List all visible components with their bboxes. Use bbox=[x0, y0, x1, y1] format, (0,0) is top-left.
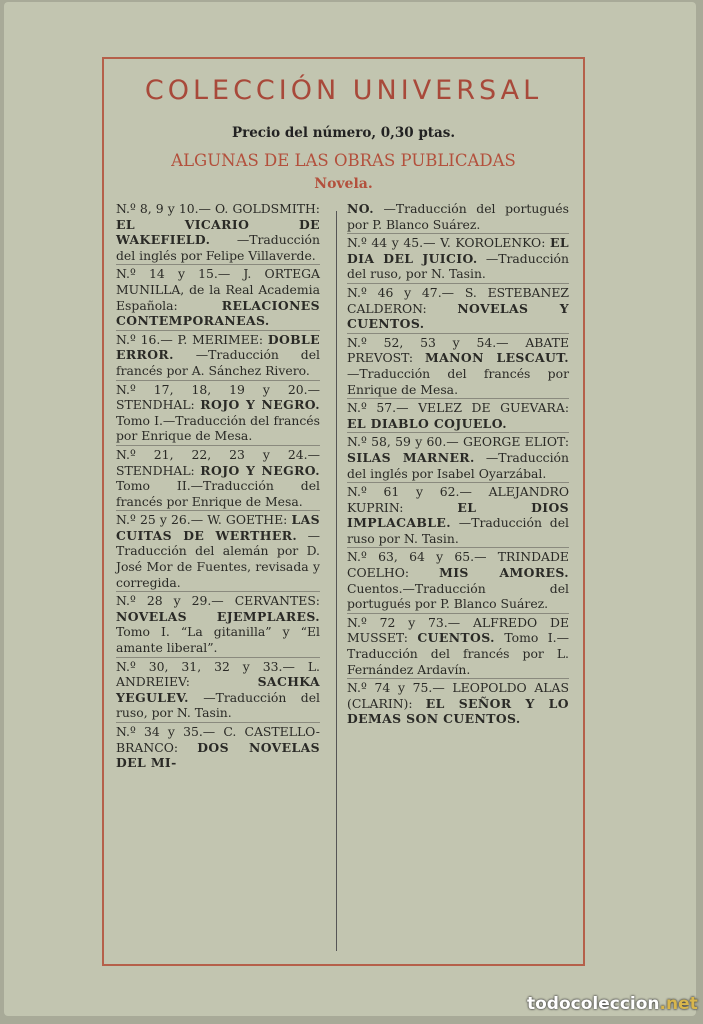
entry-author: LEOPOLDO ALAS (CLARIN): bbox=[347, 680, 569, 711]
entry-number: N.º 74 y 75.— bbox=[347, 680, 445, 696]
entry-title: MANON LESCAUT. bbox=[425, 350, 569, 366]
catalog-entry bbox=[116, 593, 320, 655]
catalog-entry bbox=[347, 615, 569, 677]
catalog-entry bbox=[347, 549, 569, 611]
entry-author: W. GOETHE: bbox=[207, 512, 288, 528]
entry-author: ALFREDO DE MUSSET: bbox=[347, 614, 569, 646]
entry-detail: Cuentos.—Traducción del portugués por P. Blanco Suárez. bbox=[347, 580, 569, 612]
entry-separator bbox=[116, 380, 320, 381]
catalog-entry bbox=[347, 680, 569, 727]
entry-author: P. MERIMEE: bbox=[177, 331, 264, 347]
column-divider bbox=[336, 211, 337, 951]
catalog-entry bbox=[116, 659, 320, 721]
catalog-entry bbox=[347, 484, 569, 546]
red-border-frame bbox=[102, 57, 585, 966]
entry-number: N.º 34 y 35.— bbox=[116, 724, 216, 739]
entry-separator bbox=[116, 722, 320, 723]
entry-number: N.º 21, 22, 23 y 24.— bbox=[116, 446, 320, 462]
entry-separator bbox=[116, 657, 320, 658]
entry-separator bbox=[347, 432, 569, 433]
book-cover bbox=[4, 2, 696, 1016]
entry-title: CUENTOS. bbox=[417, 630, 495, 646]
catalog-entry bbox=[347, 400, 569, 431]
entry-detail: Tomo I.—Traducción del francés por Enrique de Mesa. bbox=[116, 412, 320, 444]
entry-detail: —Traducción del ruso, por N. Tasin. bbox=[347, 250, 569, 282]
entry-detail: Tomo I. “La gitanilla” y “El amante liberal”. bbox=[116, 624, 320, 656]
entry-title: ROJO Y NEGRO. bbox=[200, 462, 320, 478]
entry-title: DOS NOVELAS DEL MI- bbox=[116, 739, 320, 771]
catalog-entry bbox=[116, 266, 320, 328]
entry-number: N.º 16.— bbox=[116, 331, 173, 347]
catalog-entry bbox=[116, 382, 320, 444]
collection-title: COLECCIÓN UNIVERSAL bbox=[144, 75, 543, 106]
entry-number: N.º 8, 9 y 10.— bbox=[116, 201, 211, 216]
entry-author: STENDHAL: bbox=[116, 462, 195, 478]
entry-number: N.º 14 y 15.— bbox=[116, 266, 231, 282]
entry-detail: Tomo II.—Traducción del francés por Enrique de Mesa. bbox=[116, 478, 320, 509]
entry-detail: Tomo I.—Traducción del francés por L. Fernández Ardavín. bbox=[347, 630, 569, 677]
entry-number: N.º 57.— bbox=[347, 400, 409, 416]
price-line: Precio del número, 0,30 ptas. bbox=[231, 125, 456, 141]
entry-number: N.º 44 y 45.— bbox=[347, 235, 436, 251]
entry-separator bbox=[347, 233, 569, 234]
entry-author: STENDHAL: bbox=[116, 397, 195, 413]
entry-detail: —Traducción del inglés por Felipe Villaverde. bbox=[116, 232, 320, 263]
entry-title: DOBLE ERROR. bbox=[116, 331, 320, 363]
entry-author: TRINDADE COELHO: bbox=[347, 549, 569, 581]
entry-number: N.º 46 y 47.— bbox=[347, 284, 455, 300]
entry-separator bbox=[347, 547, 569, 548]
right-column bbox=[347, 201, 569, 727]
entry-separator bbox=[116, 510, 320, 511]
entry-title: EL DIA DEL JUICIO. bbox=[347, 235, 569, 266]
catalog-entry bbox=[116, 512, 320, 590]
entry-number: N.º 30, 31, 32 y 33.— bbox=[116, 658, 295, 674]
entry-author: CERVANTES: bbox=[234, 593, 320, 609]
catalog-entry bbox=[347, 235, 569, 282]
catalog-entry bbox=[347, 285, 569, 332]
entry-title: EL SEÑOR Y LO DEMAS SON CUENTOS. bbox=[347, 695, 569, 727]
genre-heading: Novela. bbox=[314, 176, 373, 192]
entry-number: N.º 72 y 73.— bbox=[347, 614, 461, 630]
entry-separator bbox=[347, 613, 569, 614]
watermark-text: todocoleccion bbox=[527, 994, 660, 1014]
entry-title: NOVELAS Y CUENTOS. bbox=[347, 300, 569, 332]
entry-title: SILAS MARNER. bbox=[347, 449, 475, 465]
entry-number: N.º 63, 64 y 65.— bbox=[347, 549, 487, 565]
entry-number: N.º 61 y 62.— bbox=[347, 484, 472, 500]
entry-separator bbox=[347, 333, 569, 334]
entry-separator bbox=[347, 283, 569, 284]
entry-detail: —Traducción del portugués por P. Blanco Suárez. bbox=[347, 201, 569, 232]
catalog-entry bbox=[116, 447, 320, 509]
catalog-entry bbox=[347, 434, 569, 481]
entry-detail: —Traducción del ruso, por N. Tasin. bbox=[116, 689, 320, 721]
entry-detail: —Traducción del inglés por Isabel Oyarzábal. bbox=[347, 449, 569, 481]
entry-author: ABATE PREVOST: bbox=[347, 334, 569, 366]
entry-author: J. ORTEGA MUNILLA, de la Real Academia Española: bbox=[116, 266, 320, 313]
entry-separator bbox=[347, 482, 569, 483]
entry-author: C. CASTELLO-BRANCO: bbox=[116, 724, 320, 755]
entry-title: EL DIOS IMPLACABLE. bbox=[347, 499, 569, 531]
entry-title: ROJO Y NEGRO. bbox=[200, 397, 320, 413]
catalog-entry bbox=[116, 724, 320, 771]
entry-detail: —Traducción del ruso por N. Tasin. bbox=[347, 515, 569, 546]
entry-author: L. ANDREIEV: bbox=[116, 658, 320, 690]
entry-title: LAS CUITAS DE WERTHER. bbox=[116, 512, 320, 543]
entry-detail: —Traducción del alemán por D. José Mor de Fuentes, revisada y corregida. bbox=[116, 527, 320, 590]
entry-author: ALEJANDRO KUPRIN: bbox=[347, 484, 569, 515]
left-column bbox=[116, 201, 320, 771]
entry-separator bbox=[347, 678, 569, 679]
catalog-entry bbox=[347, 335, 569, 397]
entry-number: N.º 28 y 29.— bbox=[116, 593, 224, 609]
entry-detail: —Traducción del francés por A. Sánchez Rivero. bbox=[116, 347, 320, 378]
entry-number: N.º 25 y 26.— bbox=[116, 512, 204, 528]
entry-author: S. ESTEBANEZ CALDERON: bbox=[347, 284, 569, 316]
catalog-entry bbox=[116, 201, 320, 263]
entry-author: GEORGE ELIOT: bbox=[462, 434, 569, 450]
entry-separator bbox=[347, 398, 569, 399]
section-subtitle: ALGUNAS DE LAS OBRAS PUBLICADAS bbox=[171, 151, 516, 170]
entry-title: NOVELAS EJEMPLARES. bbox=[116, 608, 320, 624]
entry-separator bbox=[116, 591, 320, 592]
entry-number: N.º 58, 59 y 60.— bbox=[347, 434, 459, 450]
entry-separator bbox=[116, 330, 320, 331]
entry-number: N.º 17, 18, 19 y 20.— bbox=[116, 381, 320, 397]
entry-title: RELACIONES CONTEMPORANEAS. bbox=[116, 297, 320, 329]
entry-detail: —Traducción del francés por Enrique de Mesa. bbox=[347, 365, 569, 397]
entry-separator bbox=[116, 264, 320, 265]
entry-title: NO. bbox=[347, 201, 374, 216]
watermark-logo bbox=[527, 994, 698, 1014]
catalog-entry bbox=[116, 332, 320, 379]
watermark-suffix: .net bbox=[659, 994, 698, 1014]
entry-title: EL DIABLO COJUELO. bbox=[347, 415, 507, 431]
entry-author: V. KOROLENKO: bbox=[440, 235, 546, 251]
entry-separator bbox=[116, 445, 320, 446]
entry-title: EL VICARIO DE WAKEFIELD. bbox=[116, 216, 320, 248]
entry-title: MIS AMORES. bbox=[439, 565, 569, 581]
entry-author: VELEZ DE GUEVARA: bbox=[418, 400, 569, 416]
entry-title: SACHKA YEGULEV. bbox=[116, 674, 320, 705]
catalog-entry bbox=[347, 201, 569, 232]
entry-author: O. GOLDSMITH: bbox=[215, 201, 320, 216]
entry-number: N.º 52, 53 y 54.— bbox=[347, 334, 509, 350]
